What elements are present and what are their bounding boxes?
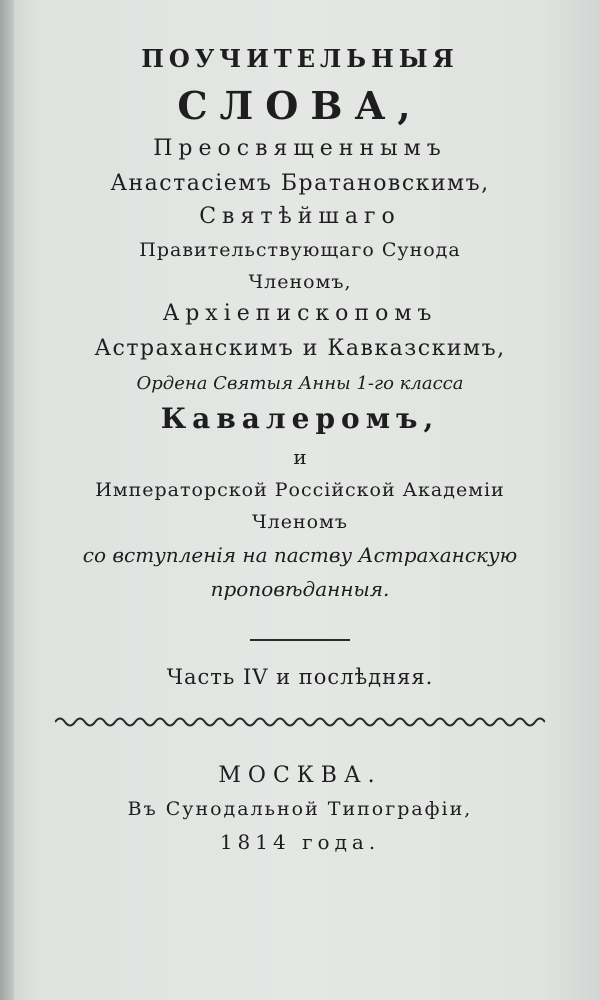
title-line-2: СЛОВА,	[177, 83, 423, 128]
author-line-14: проповѣданныя.	[210, 577, 390, 601]
title-line-1: ПОУЧИТЕЛЬНЫЯ	[141, 44, 459, 73]
author-line-11: Императорской Россiйской Академiи	[95, 479, 505, 501]
part-label: Часть IV и послѣдняя.	[166, 665, 434, 689]
author-line-7: Астраханскимъ и Кавказскимъ,	[94, 336, 506, 361]
title-page-content	[40, 40, 560, 854]
ornamental-border	[55, 715, 545, 729]
author-line-9: Кавалеромъ,	[160, 402, 440, 435]
author-line-6: Архiепископомъ	[162, 301, 438, 326]
author-line-4: Правительствующаго Сунода	[139, 239, 461, 261]
author-line-13: со вступленiя на паству Астраханскую	[82, 543, 518, 567]
author-line-5: Членомъ,	[248, 271, 352, 293]
author-line-12: Членомъ	[252, 511, 348, 533]
author-line-2: Анастасiемъ Братановскимъ,	[110, 171, 490, 196]
imprint-printer: Въ Сунодальной Типографiи,	[127, 798, 473, 820]
author-line-8: Ордена Святыя Анны 1-го класса	[136, 373, 464, 394]
author-line-1: Преосвященнымъ	[153, 136, 447, 161]
divider-rule	[250, 639, 350, 641]
imprint-city: МОСКВА.	[218, 763, 382, 788]
book-spine-shadow	[0, 0, 14, 1000]
imprint-year: 1814 года.	[219, 830, 381, 854]
author-line-3: Святѣйшаго	[199, 204, 401, 229]
author-line-10: и	[293, 445, 307, 469]
